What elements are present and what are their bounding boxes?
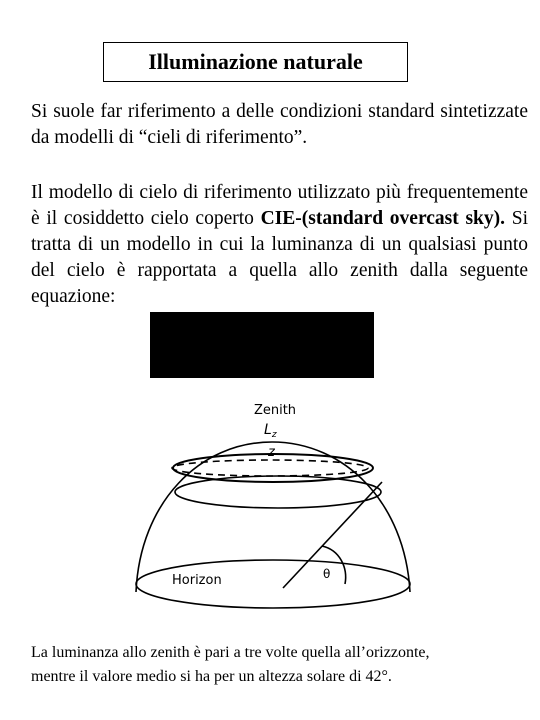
equation-block <box>150 312 374 378</box>
dashed-ellipse <box>172 460 368 476</box>
paragraph-cie-rest: Si tratta di un modello in cui la luminanza di un qualsiasi punto del cielo è rapportata a quella allo zenith dalla seguente equazione: <box>31 208 529 307</box>
paragraph-cie-model <box>31 180 528 310</box>
patch-ring-ellipse <box>175 476 381 508</box>
theta-label: θ <box>323 567 331 581</box>
sky-dome-diagram <box>130 392 415 632</box>
caption-line-1: La luminanza allo zenith è pari a tre volte quella all’orizzonte, <box>31 644 430 661</box>
title-box <box>103 42 408 82</box>
sun-ray-line <box>283 482 382 588</box>
caption <box>31 641 531 689</box>
paragraph-intro: Si suole far riferimento a delle condizioni standard sintetizzate da modelli di “cieli di riferimento”. <box>31 101 528 148</box>
zenith-label: Zenith <box>253 403 297 418</box>
horizon-label: Horizon <box>172 573 222 588</box>
z-label: z <box>268 445 275 460</box>
lz-label: $L_z$ <box>264 422 277 440</box>
caption-line-2: mentre il valore medio si ha per un altezza solare di 42°. <box>31 668 392 685</box>
paragraph-cie-bold: CIE-(standard overcast sky). <box>260 208 506 229</box>
page-title: Illuminazione naturale <box>148 49 363 74</box>
paragraph-cie-intro: Il modello di cielo di riferimento utilizzato più frequentemente è il cosiddetto cielo coperto <box>31 182 528 229</box>
